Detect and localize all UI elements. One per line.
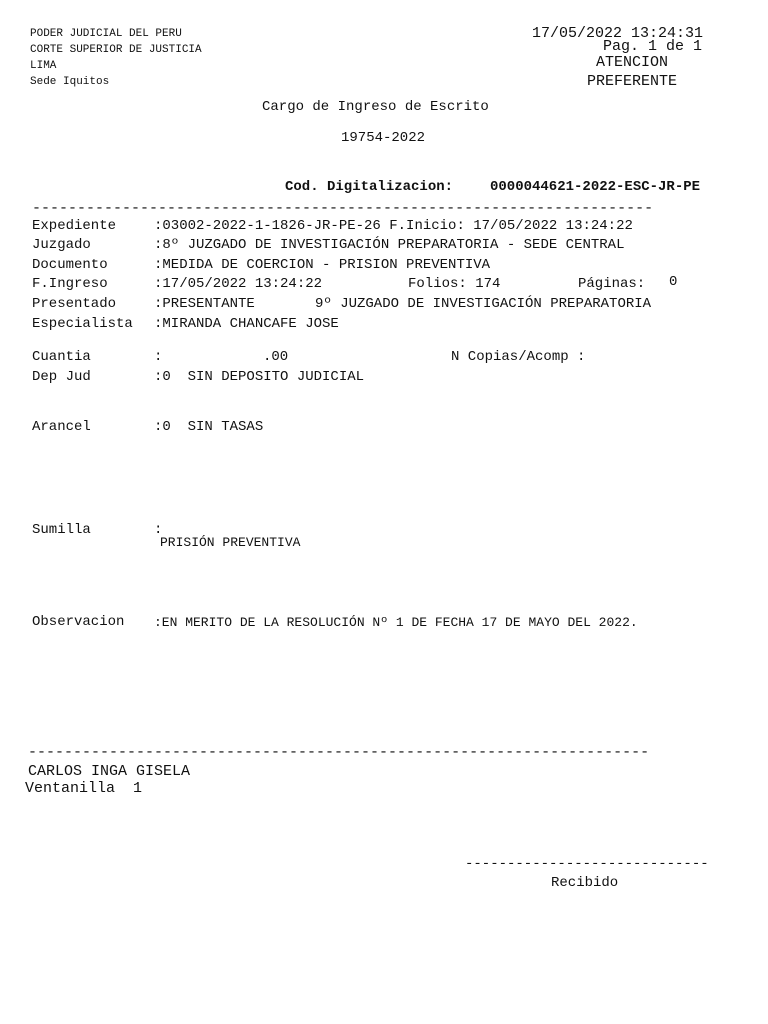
copias-label: N Copias/Acomp : bbox=[451, 349, 586, 365]
arancel-label: Arancel bbox=[32, 419, 91, 435]
especialista-label: Especialista bbox=[32, 316, 133, 332]
paginas-value: 0 bbox=[669, 274, 678, 290]
court-name: CORTE SUPERIOR DE JUSTICIA bbox=[30, 44, 202, 56]
depjud-label: Dep Jud bbox=[32, 369, 91, 385]
org-name: PODER JUDICIAL DEL PERU bbox=[30, 28, 182, 40]
presentado-label: Presentado bbox=[32, 296, 117, 312]
depjud-value: :0 SIN DEPOSITO JUDICIAL bbox=[154, 369, 365, 385]
print-datetime: 17/05/2022 13:24:31 bbox=[532, 25, 704, 42]
attention-priority: PREFERENTE bbox=[587, 73, 678, 90]
sumilla-value: PRISIÓN PREVENTIVA bbox=[160, 535, 301, 550]
paginas-label: Páginas: bbox=[578, 276, 646, 292]
folios-count: Folios: 174 bbox=[408, 276, 501, 292]
digitalization-code-label: Cod. Digitalizacion: bbox=[285, 179, 454, 195]
juzgado-value: :8º JUZGADO DE INVESTIGACIÓN PREPARATORIA - SEDE CENTRAL bbox=[154, 237, 625, 253]
signature-line: ----------------------------- bbox=[465, 856, 709, 872]
digitalization-code: 0000044621-2022-ESC-JR-PE bbox=[490, 179, 701, 195]
top-divider: --------------------------------------------------------------------- bbox=[32, 201, 654, 216]
bottom-divider: --------------------------------------------------------------------- bbox=[28, 745, 650, 760]
sumilla-label: Sumilla bbox=[32, 522, 91, 538]
court-seat: Sede Iquitos bbox=[30, 76, 110, 88]
document-title: Cargo de Ingreso de Escrito bbox=[262, 99, 489, 115]
cuantia-colon: : bbox=[154, 349, 163, 365]
presentado-value: :PRESENTANTE bbox=[154, 296, 255, 312]
document-number: 19754-2022 bbox=[341, 130, 426, 146]
expediente-label: Expediente bbox=[32, 218, 117, 234]
received-label: Recibido bbox=[551, 875, 619, 891]
documento-label: Documento bbox=[32, 257, 108, 273]
presentado-entity: 9º JUZGADO DE INVESTIGACIÓN PREPARATORIA bbox=[315, 296, 652, 312]
documento-value: :MEDIDA DE COERCION - PRISION PREVENTIVA bbox=[154, 257, 491, 273]
arancel-value: :0 SIN TASAS bbox=[154, 419, 264, 435]
sumilla-colon: : bbox=[154, 522, 163, 538]
observacion-value: :EN MERITO DE LA RESOLUCIÓN Nº 1 DE FECHA 17 DE MAYO DEL 2022. bbox=[154, 615, 638, 630]
expediente-value: :03002-2022-1-1826-JR-PE-26 F.Inicio: 17/05/2022 13:24:22 bbox=[154, 218, 633, 234]
page-indicator: Pag. 1 de 1 bbox=[603, 38, 703, 55]
window-number: Ventanilla 1 bbox=[25, 780, 143, 797]
attention-label: ATENCION bbox=[596, 54, 669, 71]
cuantia-value: .00 bbox=[263, 349, 289, 365]
observacion-label: Observacion bbox=[32, 614, 125, 630]
cuantia-label: Cuantia bbox=[32, 349, 91, 365]
court-city: LIMA bbox=[30, 60, 57, 72]
fingreso-value: :17/05/2022 13:24:22 bbox=[154, 276, 323, 292]
juzgado-label: Juzgado bbox=[32, 237, 91, 253]
especialista-value: :MIRANDA CHANCAFE JOSE bbox=[154, 316, 339, 332]
fingreso-label: F.Ingreso bbox=[32, 276, 108, 292]
clerk-name: CARLOS INGA GISELA bbox=[28, 763, 191, 780]
